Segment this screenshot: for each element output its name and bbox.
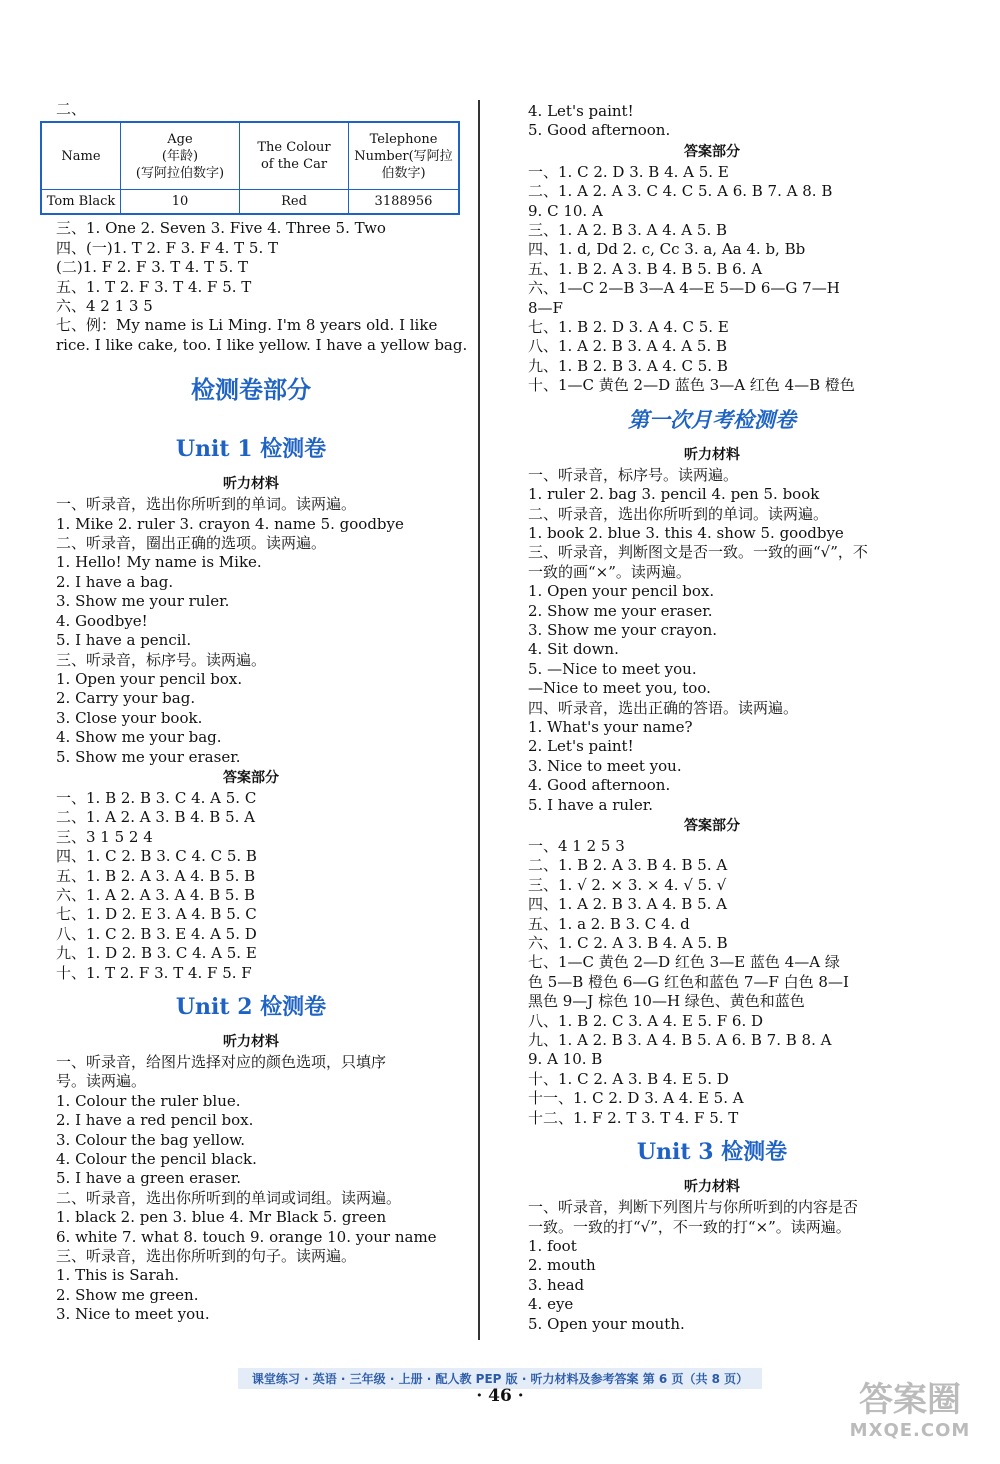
table-header-telephone: Telephone Number(写阿拉 伯数字) — [349, 122, 460, 190]
listen-line: 二、听录音，圈出正确的选项。读两遍。 — [56, 534, 327, 553]
section-2-label: 二、 — [56, 100, 87, 118]
listen-line: 1. This is Sarah. — [56, 1266, 180, 1285]
answer-line: 五、1. a 2. B 3. C 4. d — [528, 914, 690, 933]
answer-line: 黑色 9—J 棕色 10—H 绿色、黄色和蓝色 — [528, 992, 805, 1011]
answer-line: 六、1. C 2. A 3. B 4. A 5. B — [528, 934, 728, 953]
listen-line: 1. Open your pencil box. — [528, 582, 715, 601]
listen-line: 一、听录音，判断下列图片与你所听到的内容是否 — [528, 1198, 859, 1217]
answer-line: 三、1. A 2. B 3. A 4. A 5. B — [528, 221, 728, 240]
listen-line: —Nice to meet you, too. — [528, 679, 711, 698]
answer-line: 七、1. D 2. E 3. A 4. B 5. C — [56, 905, 257, 924]
table-row — [41, 190, 459, 215]
answer-line: 二、1. A 2. A 3. C 4. C 5. A 6. B 7. A 8. B — [528, 182, 833, 201]
unit1-answer-list — [40, 789, 462, 983]
answer-line: 十、1. T 2. F 3. T 4. F 5. F — [56, 963, 252, 982]
listen-line: 三、听录音，标序号。读两遍。 — [56, 650, 267, 669]
column-divider — [478, 100, 480, 1340]
footer-band: 课堂练习 · 英语 · 三年级 · 上册 · 配人教 PEP 版 · 听力材料及参考答案 第 6 页（共 8 页） — [238, 1368, 762, 1389]
answer-line: 九、1. A 2. B 3. A 4. B 5. A 6. B 7. B 8. A — [528, 1031, 832, 1050]
section-heading: 检测卷部分 — [191, 376, 311, 405]
answer-line: 十一、1. C 2. D 3. A 4. E 5. A — [528, 1089, 744, 1108]
listen-line: 1. Open your pencil box. — [56, 669, 243, 688]
answer-line: 三、1. √ 2. × 3. × 4. √ 5. √ — [528, 875, 727, 894]
listen-line: 1. ruler 2. bag 3. pencil 4. pen 5. book — [528, 485, 820, 504]
listen-line: 一致的画“×”。读两遍。 — [528, 562, 691, 581]
answer-line: 一、1. B 2. B 3. C 4. A 5. C — [56, 788, 257, 807]
answer-line: 二、1. B 2. A 3. B 4. B 5. A — [528, 856, 728, 875]
left-answers-top — [40, 219, 468, 355]
listen-line: 号。读两遍。 — [56, 1072, 147, 1091]
listen-line: 1. What's your name? — [528, 717, 693, 736]
watermark-text: 答案圈 — [859, 1380, 961, 1420]
listen-line: 5. Good afternoon. — [528, 121, 671, 140]
answer-line: 9. C 10. A — [528, 201, 603, 220]
listen-line: 1. foot — [528, 1236, 577, 1255]
listen-line: 2. Show me your eraser. — [528, 601, 713, 620]
answer-line: (二)1. F 2. F 3. T 4. T 5. T — [56, 258, 249, 277]
answer-line: 色 5—B 橙色 6—G 红色和蓝色 7—F 白色 8—I — [528, 972, 849, 991]
listen-line: 3. head — [528, 1275, 585, 1294]
listen-line: 4. eye — [528, 1295, 574, 1314]
right-lines-top — [512, 102, 912, 141]
listen-line: 1. book 2. blue 3. this 4. show 5. goodbye — [528, 523, 844, 542]
listen-line: 3. Show me your crayon. — [528, 620, 718, 639]
listen-line: 一致。一致的打“√”，不一致的打“×”。读两遍。 — [528, 1217, 851, 1236]
page-number: · 46 · — [476, 1386, 524, 1406]
monthly-test-title: 第一次月考检测卷 — [628, 407, 796, 432]
listen-line: 2. Show me green. — [56, 1285, 199, 1304]
unit3-title: Unit 3 检测卷 — [636, 1139, 788, 1166]
answer-line: 二、1. A 2. A 3. B 4. B 5. A — [56, 808, 256, 827]
answer-line: 三、3 1 5 2 4 — [56, 827, 153, 846]
answer-line: 七、1—C 黄色 2—D 红色 3—E 蓝色 4—A 绿 — [528, 953, 840, 972]
listen-line: 4. Sit down. — [528, 640, 619, 659]
listen-line: 3. Nice to meet you. — [56, 1305, 210, 1324]
listen-line: 5. Open your mouth. — [528, 1314, 685, 1333]
unit1-listen-list — [40, 495, 462, 767]
listen-line: 三、听录音，选出你所听到的句子。读两遍。 — [56, 1247, 357, 1266]
listen-line: 二、听录音，选出你所听到的单词或词组。读两遍。 — [56, 1188, 402, 1207]
answer-line: 三、1. One 2. Seven 3. Five 4. Three 5. Two — [56, 219, 386, 238]
listen-line: 2. I have a red pencil box. — [56, 1111, 254, 1130]
left-column — [40, 100, 468, 1325]
answer-line: 一、1. C 2. D 3. B 4. A 5. E — [528, 162, 729, 181]
answer-line: 五、1. B 2. A 3. A 4. B 5. B — [56, 866, 256, 885]
answer-line: 六、1. A 2. A 3. A 4. B 5. B — [56, 885, 256, 904]
unit3-listen-heading: 听力材料 — [684, 1179, 740, 1196]
answer-line: 四、1. A 2. B 3. A 4. B 5. A — [528, 895, 728, 914]
listen-line: 6. white 7. what 8. touch 9. orange 10. your name — [56, 1227, 437, 1246]
listen-line: 3. Close your book. — [56, 708, 203, 727]
listen-line: 4. Goodbye! — [56, 611, 148, 630]
unit3-listen-list — [512, 1198, 912, 1334]
listen-line: 4. Colour the pencil black. — [56, 1150, 257, 1169]
answer-line: 十、1—C 黄色 2—D 蓝色 3—A 红色 4—B 橙色 — [528, 376, 855, 395]
table-cell: 3188956 — [349, 190, 460, 215]
answer-list-1 — [512, 163, 912, 396]
listen-line: 3. Nice to meet you. — [528, 756, 682, 775]
answer-line: 八、1. C 2. B 3. E 4. A 5. D — [56, 924, 257, 943]
listen-line: 二、听录音，选出你所听到的单词。读两遍。 — [528, 504, 829, 523]
listen-line: 5. I have a pencil. — [56, 631, 192, 650]
listen-line: 2. I have a bag. — [56, 572, 174, 591]
answer-line: 四、(一)1. T 2. F 3. F 4. T 5. T — [56, 238, 279, 257]
listen-line: 一、听录音，标序号。读两遍。 — [528, 465, 739, 484]
answer-line: 六、1—C 2—B 3—A 4—E 5—D 6—G 7—H — [528, 279, 840, 298]
listen-line: 1. black 2. pen 3. blue 4. Mr Black 5. green — [56, 1208, 387, 1227]
right-column — [512, 102, 912, 1334]
listen-line: 一、听录音，给图片选择对应的颜色选项，只填序 — [56, 1053, 387, 1071]
answer-line: 九、1. D 2. B 3. C 4. A 5. E — [56, 944, 257, 963]
table-header-name: Name — [41, 122, 121, 190]
answer-line: 9. A 10. B — [528, 1050, 603, 1069]
answer-line: 七、例：My name is Li Ming. I'm 8 years old. I like — [56, 316, 438, 335]
listen-line: 5. Show me your eraser. — [56, 747, 241, 766]
unit1-listen-heading: 听力材料 — [223, 476, 279, 493]
table-header-row — [41, 122, 459, 190]
listen-line: 2. mouth — [528, 1256, 596, 1275]
monthly-answer-list — [512, 837, 912, 1128]
answer-line: 十二、1. F 2. T 3. T 4. F 5. T — [528, 1108, 739, 1127]
table-header-age: Age (年龄) (写阿拉伯数字) — [121, 122, 240, 190]
listen-line: 3. Colour the bag yellow. — [56, 1130, 246, 1149]
answer-line: 八、1. B 2. C 3. A 4. E 5. F 6. D — [528, 1011, 764, 1030]
answer-line: 九、1. B 2. B 3. A 4. C 5. B — [528, 356, 728, 375]
monthly-listen-heading: 听力材料 — [684, 446, 740, 463]
listen-line: 4. Good afternoon. — [528, 776, 671, 795]
answer-line: 8—F — [528, 298, 563, 317]
answer-line: 八、1. A 2. B 3. A 4. A 5. B — [528, 337, 728, 356]
answer-line: 五、1. B 2. A 3. B 4. B 5. B 6. A — [528, 259, 763, 278]
answer-line: 六、4 2 1 3 5 — [56, 297, 153, 316]
listen-line: 四、听录音，选出正确的答语。读两遍。 — [528, 698, 799, 717]
unit2-title: Unit 2 检测卷 — [175, 994, 327, 1020]
answer-line: 七、1. B 2. D 3. A 4. C 5. E — [528, 318, 729, 337]
listen-line: 2. Let's paint! — [528, 737, 634, 756]
listen-line: 4. Let's paint! — [528, 102, 634, 120]
answer-line: 五、1. T 2. F 3. T 4. F 5. T — [56, 277, 252, 296]
listen-line: 2. Carry your bag. — [56, 689, 196, 708]
answer-line: rice. I like cake, too. I like yellow. I have a yellow bag. — [56, 335, 468, 354]
monthly-listen-list — [512, 466, 912, 815]
listen-line: 5. —Nice to meet you. — [528, 659, 697, 678]
unit2-listen-list — [40, 1053, 462, 1325]
listen-line: 1. Hello! My name is Mike. — [56, 553, 262, 572]
listen-line: 三、听录音，判断图文是否一致。一致的画“√”，不 — [528, 543, 868, 562]
table-cell: 10 — [121, 190, 240, 215]
answer-line: 十、1. C 2. A 3. B 4. E 5. D — [528, 1069, 729, 1088]
monthly-answer-heading: 答案部分 — [684, 818, 740, 834]
listen-line: 5. I have a ruler. — [528, 795, 654, 814]
table-cell: Red — [240, 190, 349, 215]
answer-line: 四、1. C 2. B 3. C 4. C 5. B — [56, 847, 257, 866]
listen-line: 5. I have a green eraser. — [56, 1169, 242, 1188]
watermark-url: MXQE.COM — [849, 1420, 971, 1441]
answer-line: 四、1. d, Dd 2. c, Cc 3. a, Aa 4. b, Bb — [528, 240, 806, 259]
table-header-colour: The Colour of the Car — [240, 122, 349, 190]
unit2-listen-heading: 听力材料 — [223, 1034, 279, 1050]
unit1-answer-heading: 答案部分 — [223, 769, 279, 786]
listen-line: 一、听录音，选出你所听到的单词。读两遍。 — [56, 495, 357, 514]
listen-line: 4. Show me your bag. — [56, 728, 222, 747]
info-table — [40, 121, 460, 215]
listen-line: 1. Mike 2. ruler 3. crayon 4. name 5. goodbye — [56, 514, 404, 533]
listen-line: 1. Colour the ruler blue. — [56, 1091, 241, 1110]
answer-line: 一、4 1 2 5 3 — [528, 837, 625, 855]
unit1-title: Unit 1 检测卷 — [175, 436, 327, 463]
answer-heading-1: 答案部分 — [684, 143, 740, 160]
listen-line: 3. Show me your ruler. — [56, 592, 230, 611]
watermark-logo — [830, 1380, 990, 1441]
table-cell: Tom Black — [41, 190, 121, 215]
